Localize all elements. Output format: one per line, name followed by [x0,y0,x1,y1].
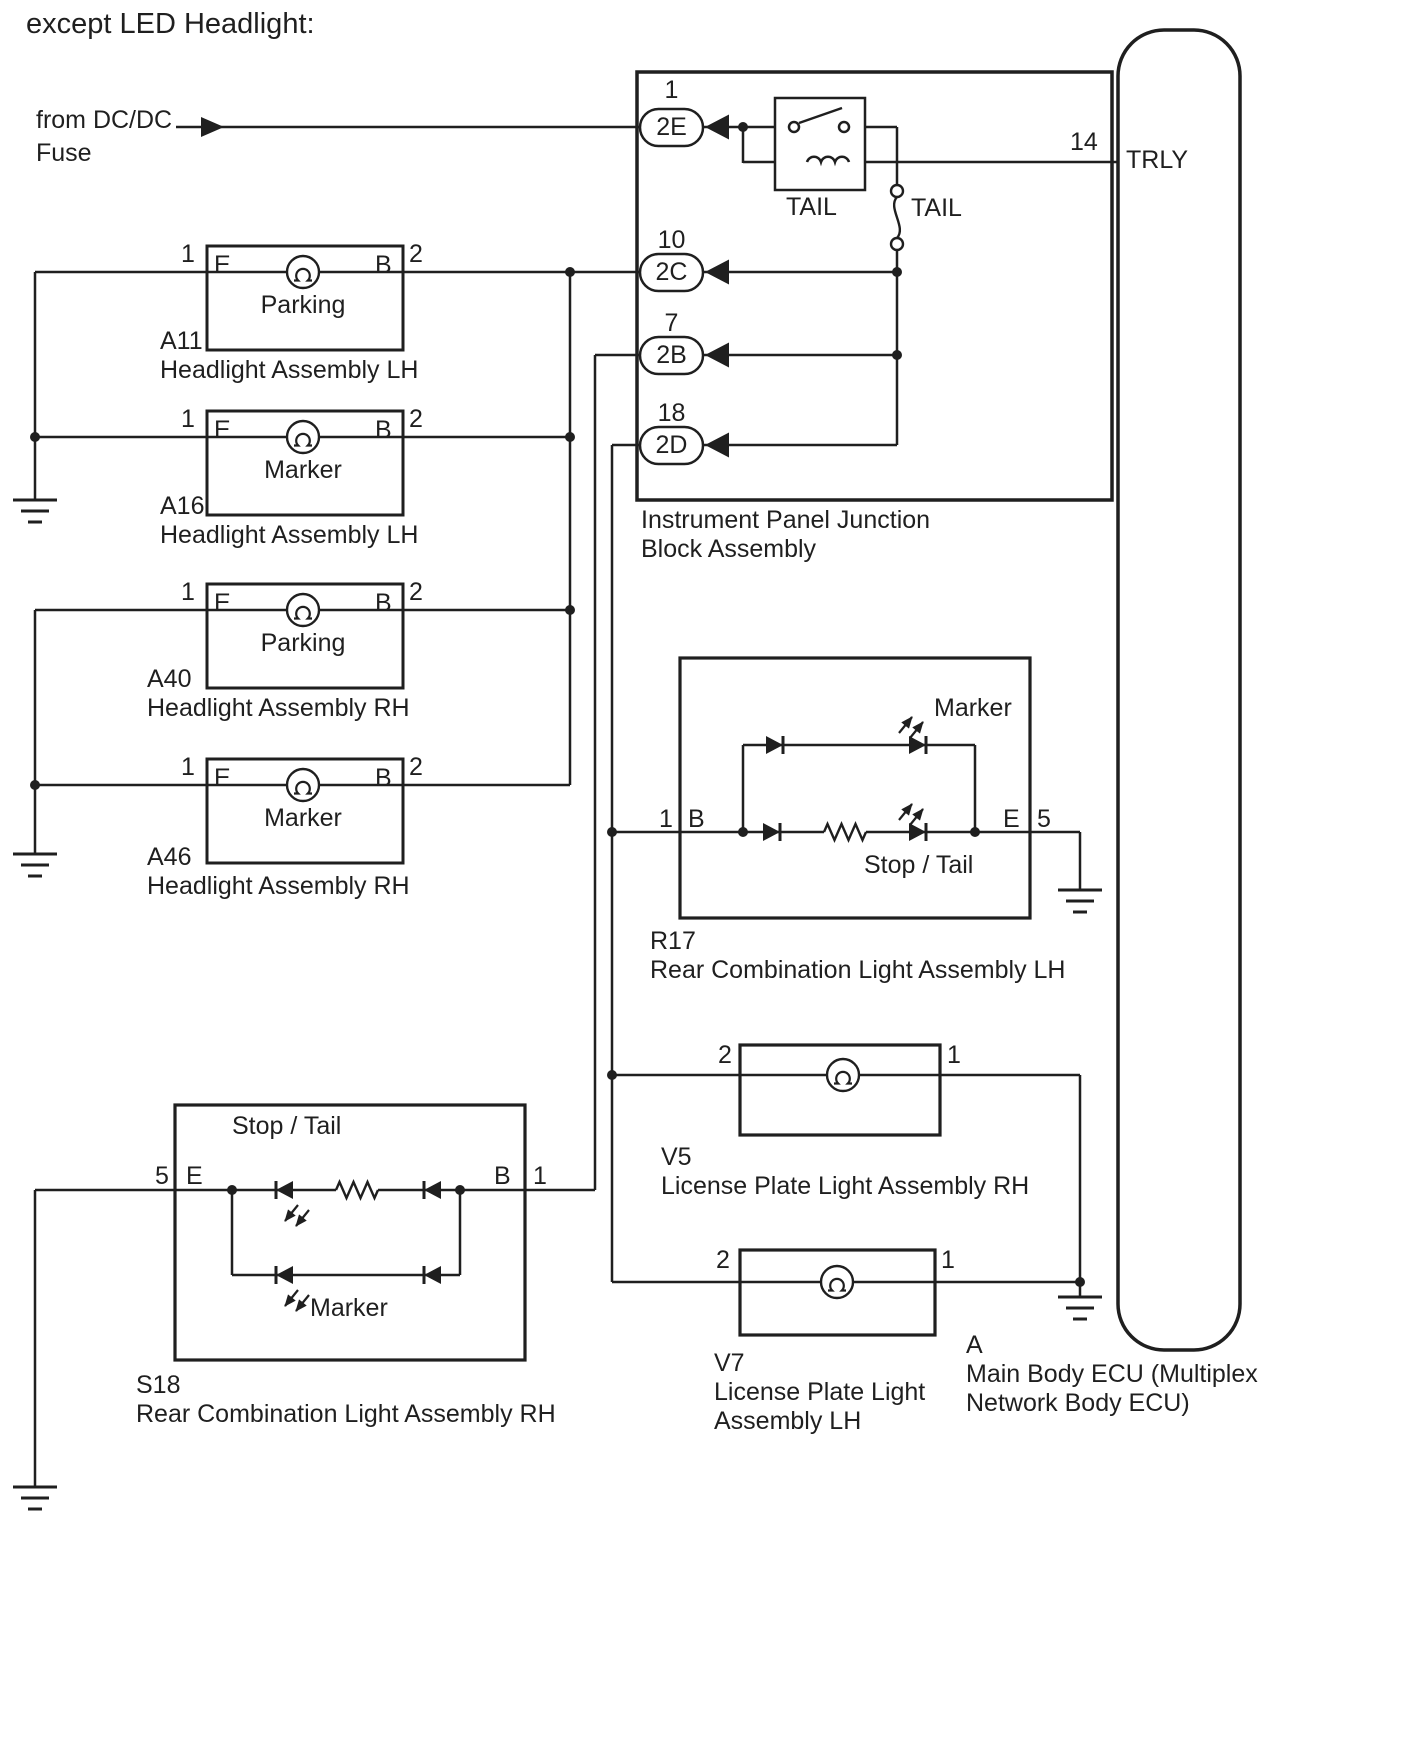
junction-dot [30,780,40,790]
bulb-icon [821,1266,853,1298]
v7-name-line1: License Plate Light [714,1378,926,1406]
led-arrows-icon [899,717,923,738]
a16-name: Headlight Assembly LH [160,521,419,549]
fuse-label: TAIL [911,194,962,222]
r17-pin-right: 5 [1037,805,1051,833]
connector-2d-pin: 18 [657,399,686,427]
a11-pin-left: 1 [181,240,195,268]
junction-dot [565,432,575,442]
r17-marker-label: Marker [934,694,1012,722]
connector-arrow-icon [705,433,729,458]
junction-dot [892,350,902,360]
a16-code: A16 [160,492,205,520]
connector-arrow-icon [705,115,729,140]
ecu-name-line1: Main Body ECU (Multiplex [966,1360,1258,1388]
junction-dot [565,605,575,615]
a46-pin-left: 1 [181,753,195,781]
ecu-pin-number: 14 [1070,128,1098,156]
r17-name: Rear Combination Light Assembly LH [650,956,1066,984]
connector-arrow-icon [705,343,729,368]
a40-pin-left: 1 [181,578,195,606]
source-label-line1: from DC/DC [36,106,173,134]
led-arrows-icon [285,1290,309,1311]
connector-2d-label: 2D [655,431,688,459]
junction-block-box [637,72,1112,500]
a40-term-right: B [375,589,392,617]
junction-dot [565,267,575,277]
s18-internal-wires [175,1190,525,1275]
junction-dot [227,1185,237,1195]
a11-term-left: E [214,251,231,279]
a40-name: Headlight Assembly RH [147,694,410,722]
a40-bulb-label: Parking [260,629,346,657]
diode-icon [763,823,780,841]
v5-pin-left: 2 [718,1041,732,1069]
connector-2c-label: 2C [655,258,688,286]
bulb-icon [827,1059,859,1091]
r17-term-left: B [688,805,705,833]
connector-2e-label: 2E [656,113,687,141]
a16-bulb-label: Marker [264,456,342,484]
relay-label: TAIL [786,193,837,221]
ground-icon [1058,1297,1102,1319]
s18-pin-left: 5 [155,1162,169,1190]
a11-code: A11 [160,327,203,355]
a46-pin-right: 2 [409,753,423,781]
v7-name-line2: Assembly LH [714,1407,862,1435]
s18-term-left: E [186,1162,203,1190]
led-arrows-icon [899,804,923,825]
v5-code: V5 [661,1143,692,1171]
led-arrows-icon [285,1205,309,1226]
connector-2c-pin: 10 [657,226,686,254]
connector-2b-pin: 7 [664,309,679,337]
v7-code: V7 [714,1349,745,1377]
diode-icon [424,1181,441,1199]
junction-dot [738,122,748,132]
ecu-name-line2: Network Body ECU) [966,1389,1190,1417]
a16-term-right: B [375,416,392,444]
diode-icon [276,1181,293,1199]
s18-name: Rear Combination Light Assembly RH [136,1400,556,1428]
junction-block-name-line2: Block Assembly [641,535,817,563]
a46-code: A46 [147,843,192,871]
tail-fuse-icon [891,185,903,250]
a11-bulb-label: Parking [260,291,346,319]
diode-icon [276,1266,293,1284]
ground-icon [1058,890,1102,912]
source-label-line2: Fuse [36,139,92,167]
a11-pin-right: 2 [409,240,423,268]
junction-dot [738,827,748,837]
junction-dot [892,267,902,277]
junction-dot [1075,1277,1085,1287]
a46-term-right: B [375,764,392,792]
a11-name: Headlight Assembly LH [160,356,419,384]
connector-2e-pin: 1 [664,76,679,104]
a46-term-left: E [214,764,231,792]
a16-term-left: E [214,416,231,444]
diode-icon [909,736,926,754]
a46-name: Headlight Assembly RH [147,872,410,900]
v5-name: License Plate Light Assembly RH [661,1172,1030,1200]
bulb-icon [287,769,319,801]
connector-2b-label: 2B [656,341,687,369]
feed-arrow-icon [201,117,224,137]
s18-stop-tail-label: Stop / Tail [232,1112,342,1140]
junction-dot [970,827,980,837]
a16-pin-right: 2 [409,405,423,433]
ecu-code: A [966,1331,983,1359]
ecu-pin-label: TRLY [1126,146,1189,174]
connector-arrow-icon [705,260,729,285]
r17-internal-wires [680,745,1030,832]
r17-term-right: E [1003,805,1020,833]
diode-icon [424,1266,441,1284]
bulb-icon [287,256,319,288]
a40-code: A40 [147,665,192,693]
bulb-icon [287,421,319,453]
v5-pin-right: 1 [947,1041,961,1069]
diode-icon [766,736,783,754]
junction-dot [455,1185,465,1195]
s18-pin-right: 1 [533,1162,547,1190]
r17-pin-left: 1 [659,805,673,833]
v7-pin-right: 1 [941,1246,955,1274]
junction-dot [30,432,40,442]
junction-block-name-line1: Instrument Panel Junction [641,506,931,534]
r17-code: R17 [650,927,696,955]
page-title: except LED Headlight: [26,8,315,40]
a11-term-right: B [375,251,392,279]
s18-code: S18 [136,1371,181,1399]
s18-term-right: B [494,1162,511,1190]
junction-dot [607,827,617,837]
v7-pin-left: 2 [716,1246,730,1274]
r17-stop-tail-label: Stop / Tail [864,851,974,879]
s18-marker-label: Marker [310,1294,388,1322]
junction-dot [607,1070,617,1080]
ground-icon [13,1487,57,1509]
diode-icon [909,823,926,841]
a40-term-left: E [214,589,231,617]
resistor-icon [336,1182,378,1198]
a46-bulb-label: Marker [264,804,342,832]
tail-relay-box [775,98,865,190]
a40-pin-right: 2 [409,578,423,606]
resistor-icon [824,824,866,840]
a16-pin-left: 1 [181,405,195,433]
ground-icon [13,500,57,522]
bulb-icon [287,594,319,626]
ecu-box [1118,30,1240,1350]
ground-icon [13,854,57,876]
